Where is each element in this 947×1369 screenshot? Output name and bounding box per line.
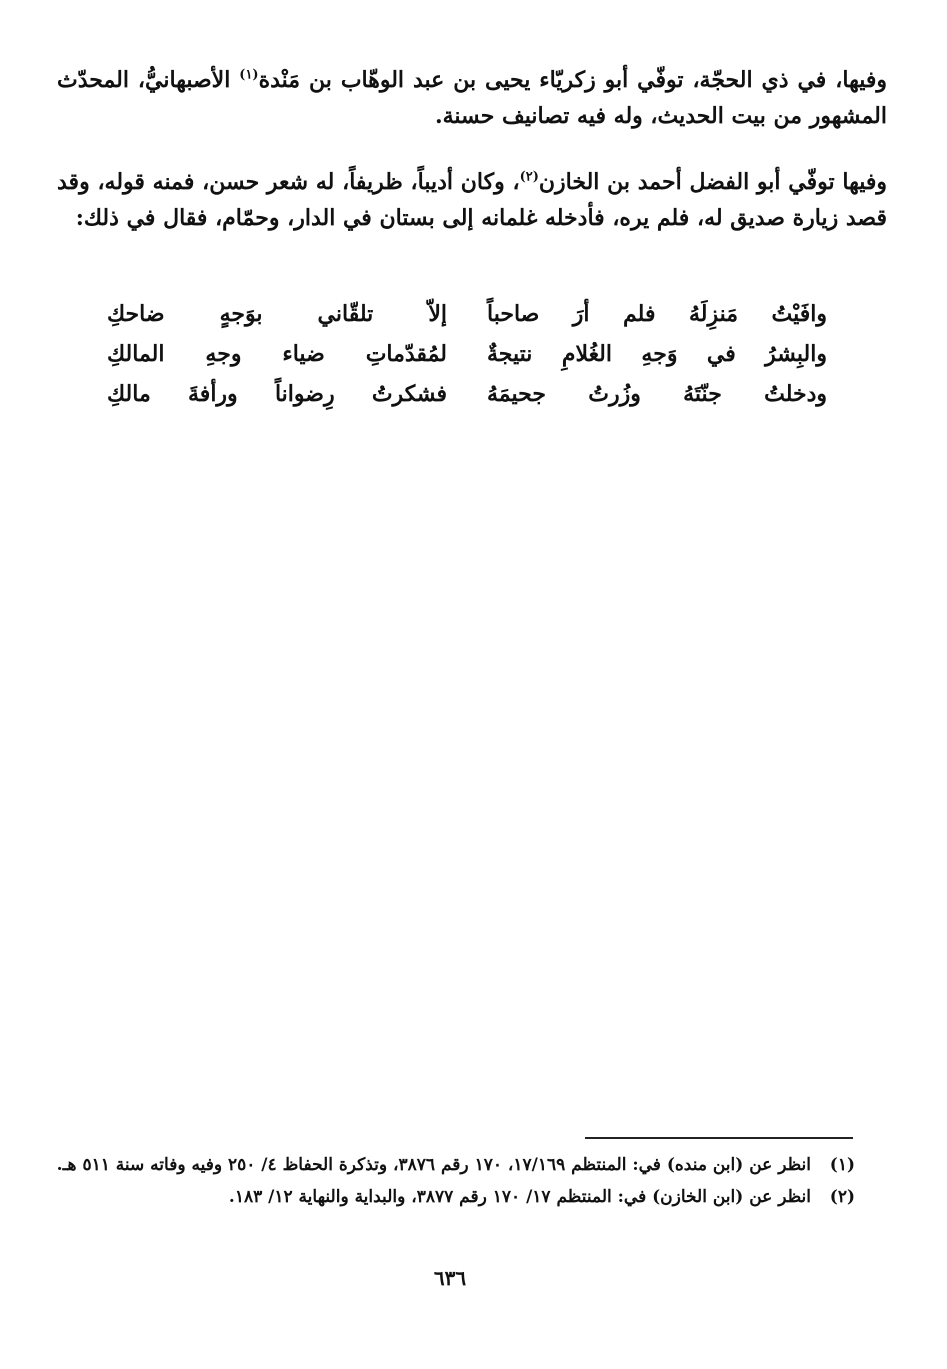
footnote-number: (١) <box>829 1155 855 1175</box>
footnote-text: انظر عن (ابن الخازن) في: المنتظم ١٧/ ١٧٠ رقم ٣٨٧٧، والبداية والنهاية ١٢/ ١٨٣. <box>228 1187 811 1207</box>
paragraph-death-ibn-al-khazin <box>57 164 887 236</box>
footnotes <box>49 1150 855 1214</box>
poem-verse <box>107 374 827 414</box>
footnote-separator <box>585 1137 853 1139</box>
paragraph-text <box>57 164 887 236</box>
verse-first-hemistich: ودخلتُ جنّتَهُ وزُرتُ جحيمَهُ <box>487 381 827 407</box>
verse-second-hemistich: لمُقدّماتِ ضياء وجهِ المالكِ <box>107 341 447 367</box>
poem-verse <box>107 294 827 334</box>
paragraph-1-text: وفيها، في ذي الحجّة، توفّي أبو زكريّاء يحيى بن عبد الوهّاب بن مَنْدة <box>258 67 887 93</box>
footnote-2 <box>49 1182 855 1212</box>
footnote-text: انظر عن (ابن منده) في: المنتظم ١٧/١٦٩، ١٧٠ رقم ٣٨٧٦، وتذكرة الحفاظ ٤/ ٢٥٠ وفيه وفاته سنة ٥١١ هـ. <box>56 1155 811 1175</box>
footnote-marker-1: (١) <box>239 67 259 83</box>
verse-first-hemistich: وافَيْتُ مَنزِلَهُ فلم أرَ صاحباً <box>487 301 827 327</box>
paragraph-2-text-continued: ، وكان أديباً، ظريفاً، له شعر حسن، فمنه قوله، وقد قصد زيارة صديق له، فلم يره، فأدخله غلمانه إلى بستان في الدار، وحمّام، فقال في ذلك: <box>57 169 887 231</box>
poem-verse <box>107 334 827 374</box>
verse-first-hemistich: والبِشرُ في وَجهِ الغُلامِ نتيجةٌ <box>487 341 827 367</box>
footnote-1 <box>49 1150 855 1180</box>
verse-second-hemistich: إلاّ تلقّاني بوَجهٍ ضاحكِ <box>107 301 447 327</box>
paragraph-death-ibn-manda <box>57 62 887 134</box>
paragraph-text <box>57 62 887 134</box>
footnote-number: (٢) <box>829 1187 855 1207</box>
paragraph-1-text-continued: الأصبهانيُّ، المحدّث المشهور من بيت الحديث، وله فيه تصانيف حسنة. <box>57 67 887 129</box>
page-number: ٦٣٦ <box>433 1266 467 1290</box>
footnote-marker-2: (٢) <box>519 169 539 185</box>
poem <box>107 294 827 414</box>
paragraph-2-text: وفيها توفّي أبو الفضل أحمد بن الخازن <box>538 169 887 195</box>
verse-second-hemistich: فشكرتُ رِضواناً ورأفةَ مالكِ <box>107 381 447 407</box>
